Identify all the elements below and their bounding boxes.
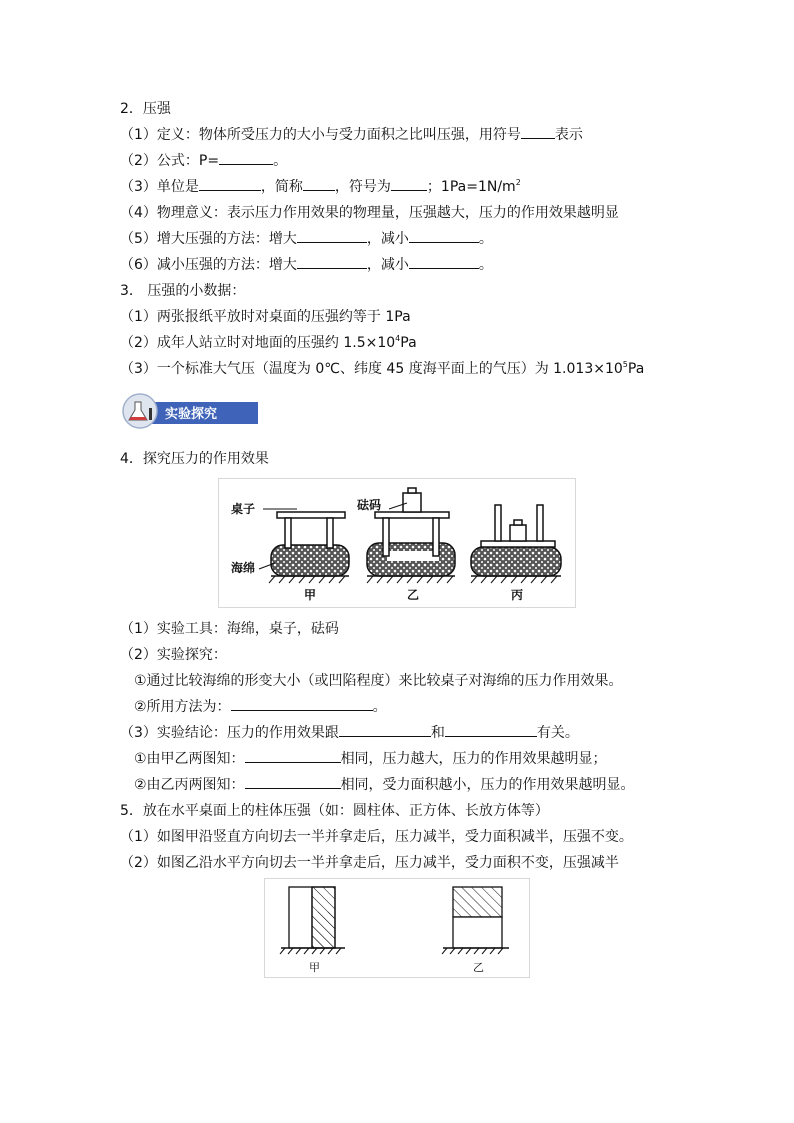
answer-blank[interactable] xyxy=(409,230,479,243)
table-label: 桌子 xyxy=(231,502,256,516)
conclusion-item-1: ①由甲乙两图知： 相同，压力越大，压力的作用效果越明显； xyxy=(134,751,607,767)
definition-line: （1）定义：物体所受压力的大小与受力面积之比叫压强，用符号 表示 xyxy=(120,127,583,143)
badge-label: 实验探究 xyxy=(165,407,218,422)
answer-blank[interactable] xyxy=(303,178,335,191)
conclusion-line: （3）实验结论：压力的作用效果跟 和 有关。 xyxy=(120,725,579,741)
answer-blank[interactable] xyxy=(245,750,341,763)
answer-blank[interactable] xyxy=(409,256,479,269)
explore-line: （2）实验探究： xyxy=(120,647,227,663)
section-5-title: 5．放在水平桌面上的柱体压强（如：圆柱体、正方体、长放方体等） xyxy=(120,803,549,819)
increase-pressure-line: （5）增大压强的方法：增大 ，减小 。 xyxy=(120,231,493,247)
answer-blank[interactable] xyxy=(231,698,373,711)
tools-line: （1）实验工具：海绵，桌子，砝码 xyxy=(120,621,339,637)
weight-label: 砝码 xyxy=(357,498,382,512)
experiment-badge xyxy=(120,393,260,429)
cut-label-jia: 甲 xyxy=(309,961,320,974)
answer-blank[interactable] xyxy=(245,776,341,789)
answer-blank[interactable] xyxy=(199,178,261,191)
data-item-1: （1）两张报纸平放时对桌面的压强约等于 1Pa xyxy=(120,309,411,325)
data-item-2: （2）成年人站立时对地面的压强约 $1.5\times 10^4Pa$ xyxy=(120,334,417,351)
section-3-title: 3． 压强的小数据： xyxy=(120,283,246,299)
answer-blank[interactable] xyxy=(339,724,431,737)
conclusion-item-2: ②由乙丙两图知： 相同，受力面积越小，压力的作用效果越明显。 xyxy=(134,777,635,793)
explore-item-2: ②所用方法为： 。 xyxy=(134,699,387,715)
sponge-experiment-figure xyxy=(218,478,576,608)
cut-item-2: （2）如图乙沿水平方向切去一半并拿走后，压力减半，受力面积不变，压强减半 xyxy=(120,855,619,871)
answer-blank[interactable] xyxy=(445,724,537,737)
cut-label-yi: 乙 xyxy=(473,961,484,974)
label-yi: 乙 xyxy=(407,588,420,602)
decrease-pressure-line: （6）减小压强的方法：增大 ，减小 。 xyxy=(120,257,493,273)
answer-blank[interactable] xyxy=(297,230,367,243)
answer-blank[interactable] xyxy=(297,256,367,269)
meaning-line: （4）物理意义：表示压力作用效果的物理量，压强越大，压力的作用效果越明显 xyxy=(120,205,619,221)
section-4-title: 4．探究压力的作用效果 xyxy=(120,451,269,467)
label-bing: 丙 xyxy=(511,588,524,602)
unit-line: （3）单位是 ，简称 ，符号为 ；$1Pa=1N/m^2$ xyxy=(120,178,521,195)
sponge-label: 海绵 xyxy=(231,561,256,575)
label-jia: 甲 xyxy=(304,588,317,602)
formula-line: （2）公式：P= 。 xyxy=(120,153,288,169)
cutting-figure xyxy=(264,878,530,978)
explore-item-1: ①通过比较海绵的形变大小（或凹陷程度）来比较桌子对海绵的压力作用效果。 xyxy=(134,673,623,689)
data-item-3: （3）一个标准大气压（温度为 0℃、纬度 45 度海平面上的气压）为 $1.013\times 10^5Pa$ xyxy=(120,360,645,377)
answer-blank[interactable] xyxy=(219,152,273,165)
section-2-title: 2．压强 xyxy=(120,101,171,117)
answer-blank[interactable] xyxy=(521,126,555,139)
cut-item-1: （1）如图甲沿竖直方向切去一半并拿走后，压力减半，受力面积减半，压强不变。 xyxy=(120,829,633,845)
answer-blank[interactable] xyxy=(391,178,427,191)
